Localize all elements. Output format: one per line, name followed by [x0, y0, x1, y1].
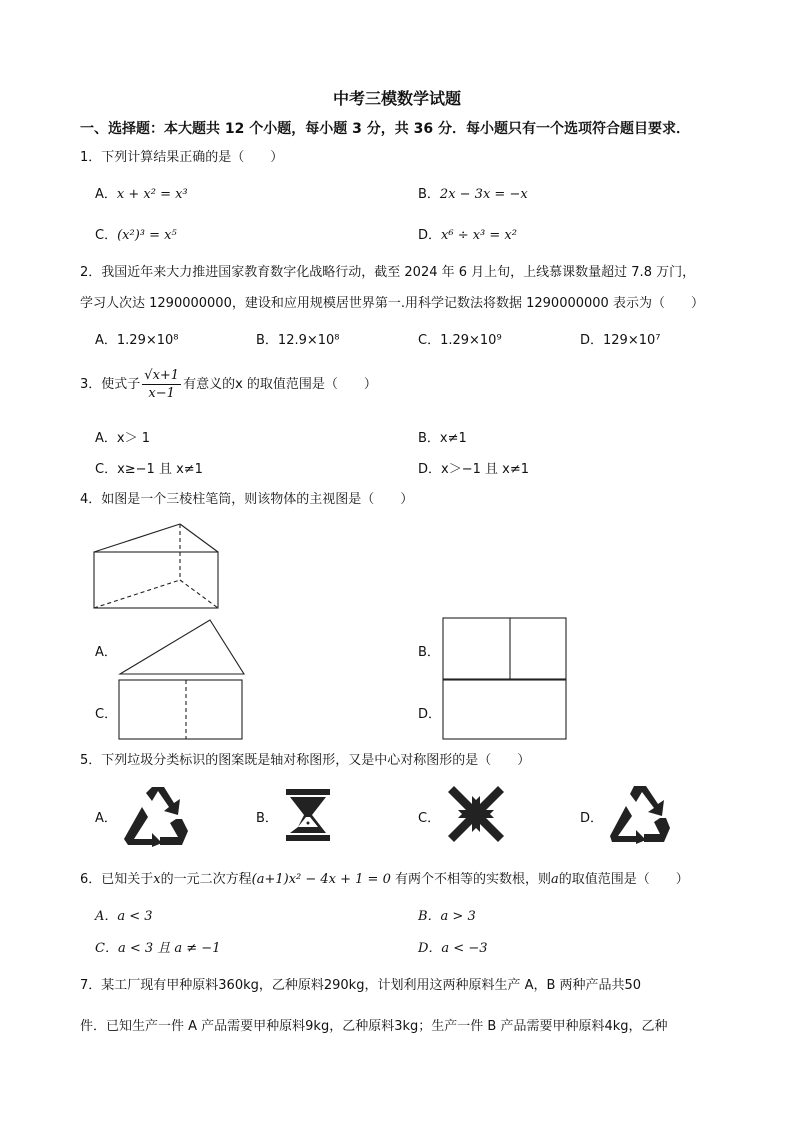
four-arrows-icon[interactable]: [446, 784, 506, 844]
q4-option-d-label[interactable]: D．: [418, 707, 442, 722]
question-2-line2: 学习人次达 1290000000，建设和应用规模居世界第一.用科学记数法将数据 1290000000 表示为（ ）: [80, 296, 704, 311]
q3-fraction: [142, 368, 181, 401]
q3-option-c[interactable]: C．x≥−1 且 x≠1: [95, 462, 203, 477]
q3-numerator: √x+1: [144, 368, 180, 383]
q1-option-c[interactable]: [95, 224, 177, 243]
q6-suffix2: 的取值范围是（ ）: [558, 872, 689, 887]
question-4-stem: 4．如图是一个三棱柱笔筒，则该物体的主视图是（ ）: [80, 492, 414, 507]
question-3-stem: [80, 368, 377, 401]
q1-option-c-text: (x²)³ = x⁵: [117, 228, 177, 243]
q4-option-a-label[interactable]: A．: [95, 645, 117, 660]
q2-option-a[interactable]: A．1.29×10⁸: [95, 333, 179, 348]
q5-option-b-label[interactable]: B．: [256, 811, 278, 826]
q6-var-x: x: [153, 872, 161, 887]
q4-option-c-rectangle[interactable]: [118, 679, 244, 741]
q6-equation: (a+1)x² − 4x + 1 = 0: [251, 872, 391, 887]
q1-option-b-text: 2x − 3x = −x: [439, 187, 528, 202]
q3-option-a[interactable]: A．x＞ 1: [95, 431, 150, 446]
q1-option-a[interactable]: [95, 183, 188, 202]
recycle-triangle-icon[interactable]: [122, 785, 190, 847]
q6-option-d[interactable]: D．a < −3: [418, 941, 488, 956]
q2-option-d[interactable]: D．129×10⁷: [580, 333, 661, 348]
q4-option-b-rectangle[interactable]: [442, 617, 568, 681]
question-1-stem: 1．下列计算结果正确的是（ ）: [80, 150, 284, 165]
q4-option-c-label[interactable]: C．: [95, 707, 118, 722]
q2-option-c[interactable]: C．1.29×10⁹: [418, 333, 502, 348]
q6-option-c[interactable]: C．a < 3 且 a ≠ −1: [95, 941, 221, 956]
q3-option-b[interactable]: B．x≠1: [418, 431, 467, 446]
q2-option-b[interactable]: B．12.9×10⁸: [256, 333, 340, 348]
q3-option-d[interactable]: D．x＞−1 且 x≠1: [418, 462, 529, 477]
q6-mid: 的一元二次方程: [160, 872, 252, 887]
q1-option-c-label: C．: [95, 228, 118, 243]
q3-prefix: 3．使式子: [80, 377, 141, 392]
q6-option-a[interactable]: A．a < 3: [95, 909, 153, 924]
q6-prefix: 6．已知关于: [80, 872, 154, 887]
page-title: 中考三模数学试题: [332, 89, 461, 108]
question-7-line2: 件．已知生产一件 A 产品需要甲种原料9kg，乙种原料3kg；生产一件 B 产品需要甲种原料4kg，乙种: [80, 1019, 668, 1034]
prism-figure: [92, 520, 222, 612]
hourglass-icon[interactable]: [284, 787, 332, 843]
q1-option-a-text: x + x² = x³: [116, 187, 188, 202]
q3-denominator: x−1: [148, 386, 175, 401]
section-heading: 一、选择题：本大题共 12 个小题，每小题 3 分，共 36 分．每小题只有一个选项符合题目要求．: [80, 121, 690, 137]
q1-option-b-label: B．: [418, 187, 440, 202]
q4-option-d-rectangle[interactable]: [442, 679, 568, 741]
q6-option-b[interactable]: B．a > 3: [418, 909, 476, 924]
question-5-stem: 5．下列垃圾分类标识的图案既是轴对称图形，又是中心对称图形的是（ ）: [80, 753, 531, 768]
q6-suffix: 有两个不相等的实数根，则: [395, 872, 552, 887]
q3-suffix: 有意义的x 的取值范围是（ ）: [183, 377, 377, 392]
q5-option-c-label[interactable]: C．: [418, 811, 441, 826]
question-6-stem: [80, 868, 689, 887]
q4-option-a-triangle[interactable]: [118, 618, 246, 676]
q1-option-d[interactable]: [418, 224, 517, 243]
q1-option-b[interactable]: [418, 183, 528, 202]
q6-var-a: a: [551, 872, 559, 887]
q1-option-a-label: A．: [95, 187, 117, 202]
q4-option-b-label[interactable]: B．: [418, 645, 440, 660]
q1-option-d-text: x⁶ ÷ x³ = x²: [441, 228, 517, 243]
question-7-line1: 7．某工厂现有甲种原料360kg，乙种原料290kg，计划利用这两种原料生产 A，B 两种产品共50: [80, 978, 642, 993]
recycle-outline-icon[interactable]: [608, 784, 672, 844]
question-2-line1: 2．我国近年来大力推进国家教育数字化战略行动，截至 2024 年 6 月上旬，上线慕课数量超过 7.8 万门，: [80, 265, 696, 280]
q5-option-a-label[interactable]: A．: [95, 811, 117, 826]
q5-option-d-label[interactable]: D．: [580, 811, 604, 826]
q1-option-d-label: D．: [418, 228, 442, 243]
